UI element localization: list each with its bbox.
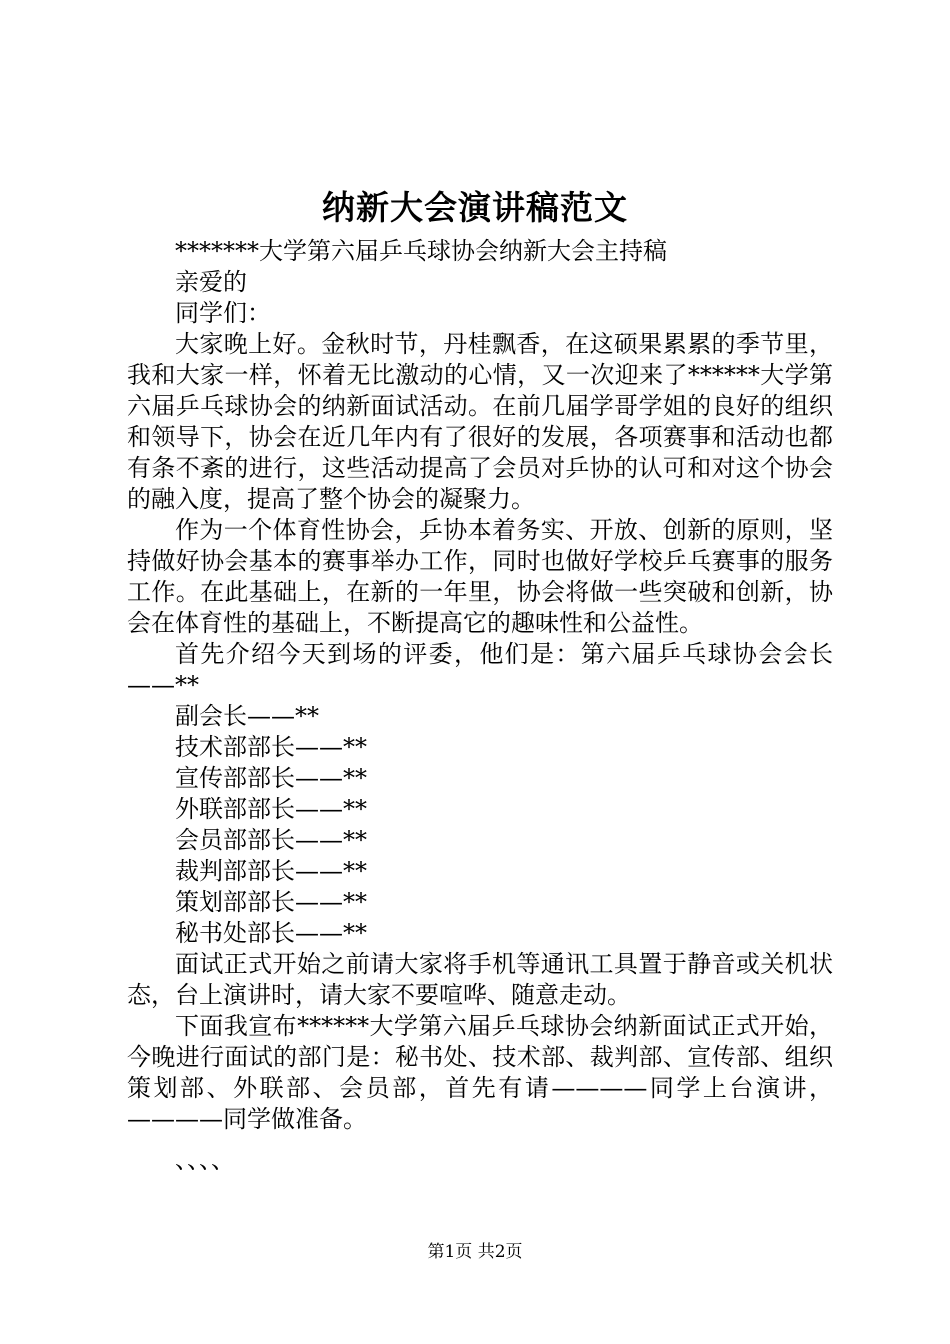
- judge-publicity: 宣传部部长——**: [175, 764, 367, 792]
- judge-membership: 会员部部长——**: [175, 826, 367, 854]
- judge-planning: 策划部部长——**: [175, 888, 367, 916]
- ellipsis-marks: 、、、、: [175, 1146, 235, 1174]
- association-paragraph: 作为一个体育性协会，乒协本着务实、开放、创新的原则，坚持做好协会基本的赛事举办工作，同时也做好学校乒乓赛事的服务工作。在此基础上，在新的一年里，协会将做一些突破和创新，协会在体育性的基础上，不断提高它的趣味性和公益性。: [127, 516, 833, 637]
- announcement-paragraph: 下面我宣布******大学第六届乒乓球协会纳新面试正式开始，今晚进行面试的部门是：秘书处、技术部、裁判部、宣传部、组织策划部、外联部、会员部，首先有请————同学上台演讲，————同学做准备。: [127, 1012, 833, 1133]
- judge-referee: 裁判部部长——**: [175, 857, 367, 885]
- judge-external-relations: 外联部部长——**: [175, 795, 367, 823]
- page-footer: 第1页 共2页: [427, 1242, 523, 1262]
- judge-technical: 技术部部长——**: [175, 733, 367, 761]
- judge-vice-president: 副会长——**: [175, 702, 319, 730]
- judge-secretariat: 秘书处部长——**: [175, 919, 367, 947]
- document-title: 纳新大会演讲稿范文: [322, 188, 628, 227]
- salutation-line-1: 亲爱的: [175, 268, 247, 296]
- salutation-line-2: 同学们：: [175, 299, 271, 327]
- judges-intro-paragraph: 首先介绍今天到场的评委，他们是：第六届乒乓球协会会长——**: [127, 640, 833, 699]
- host-script-heading: *******大学第六届乒乓球协会纳新大会主持稿: [175, 237, 667, 265]
- document-body: [127, 236, 833, 1176]
- opening-paragraph: 大家晚上好。金秋时节，丹桂飘香，在这硕果累累的季节里，我和大家一样，怀着无比激动的心情，又一次迎来了******大学第六届乒乓球协会的纳新面试活动。在前几届学哥学姐的良好的组织和领导下，协会在近几年内有了很好的发展，各项赛事和活动也都有条不紊的进行，这些活动提高了会员对乒协的认可和对这个协会的融入度，提高了整个协会的凝聚力。: [127, 330, 833, 513]
- rules-paragraph: 面试正式开始之前请大家将手机等通讯工具置于静音或关机状态，台上演讲时，请大家不要喧哗、随意走动。: [127, 950, 833, 1009]
